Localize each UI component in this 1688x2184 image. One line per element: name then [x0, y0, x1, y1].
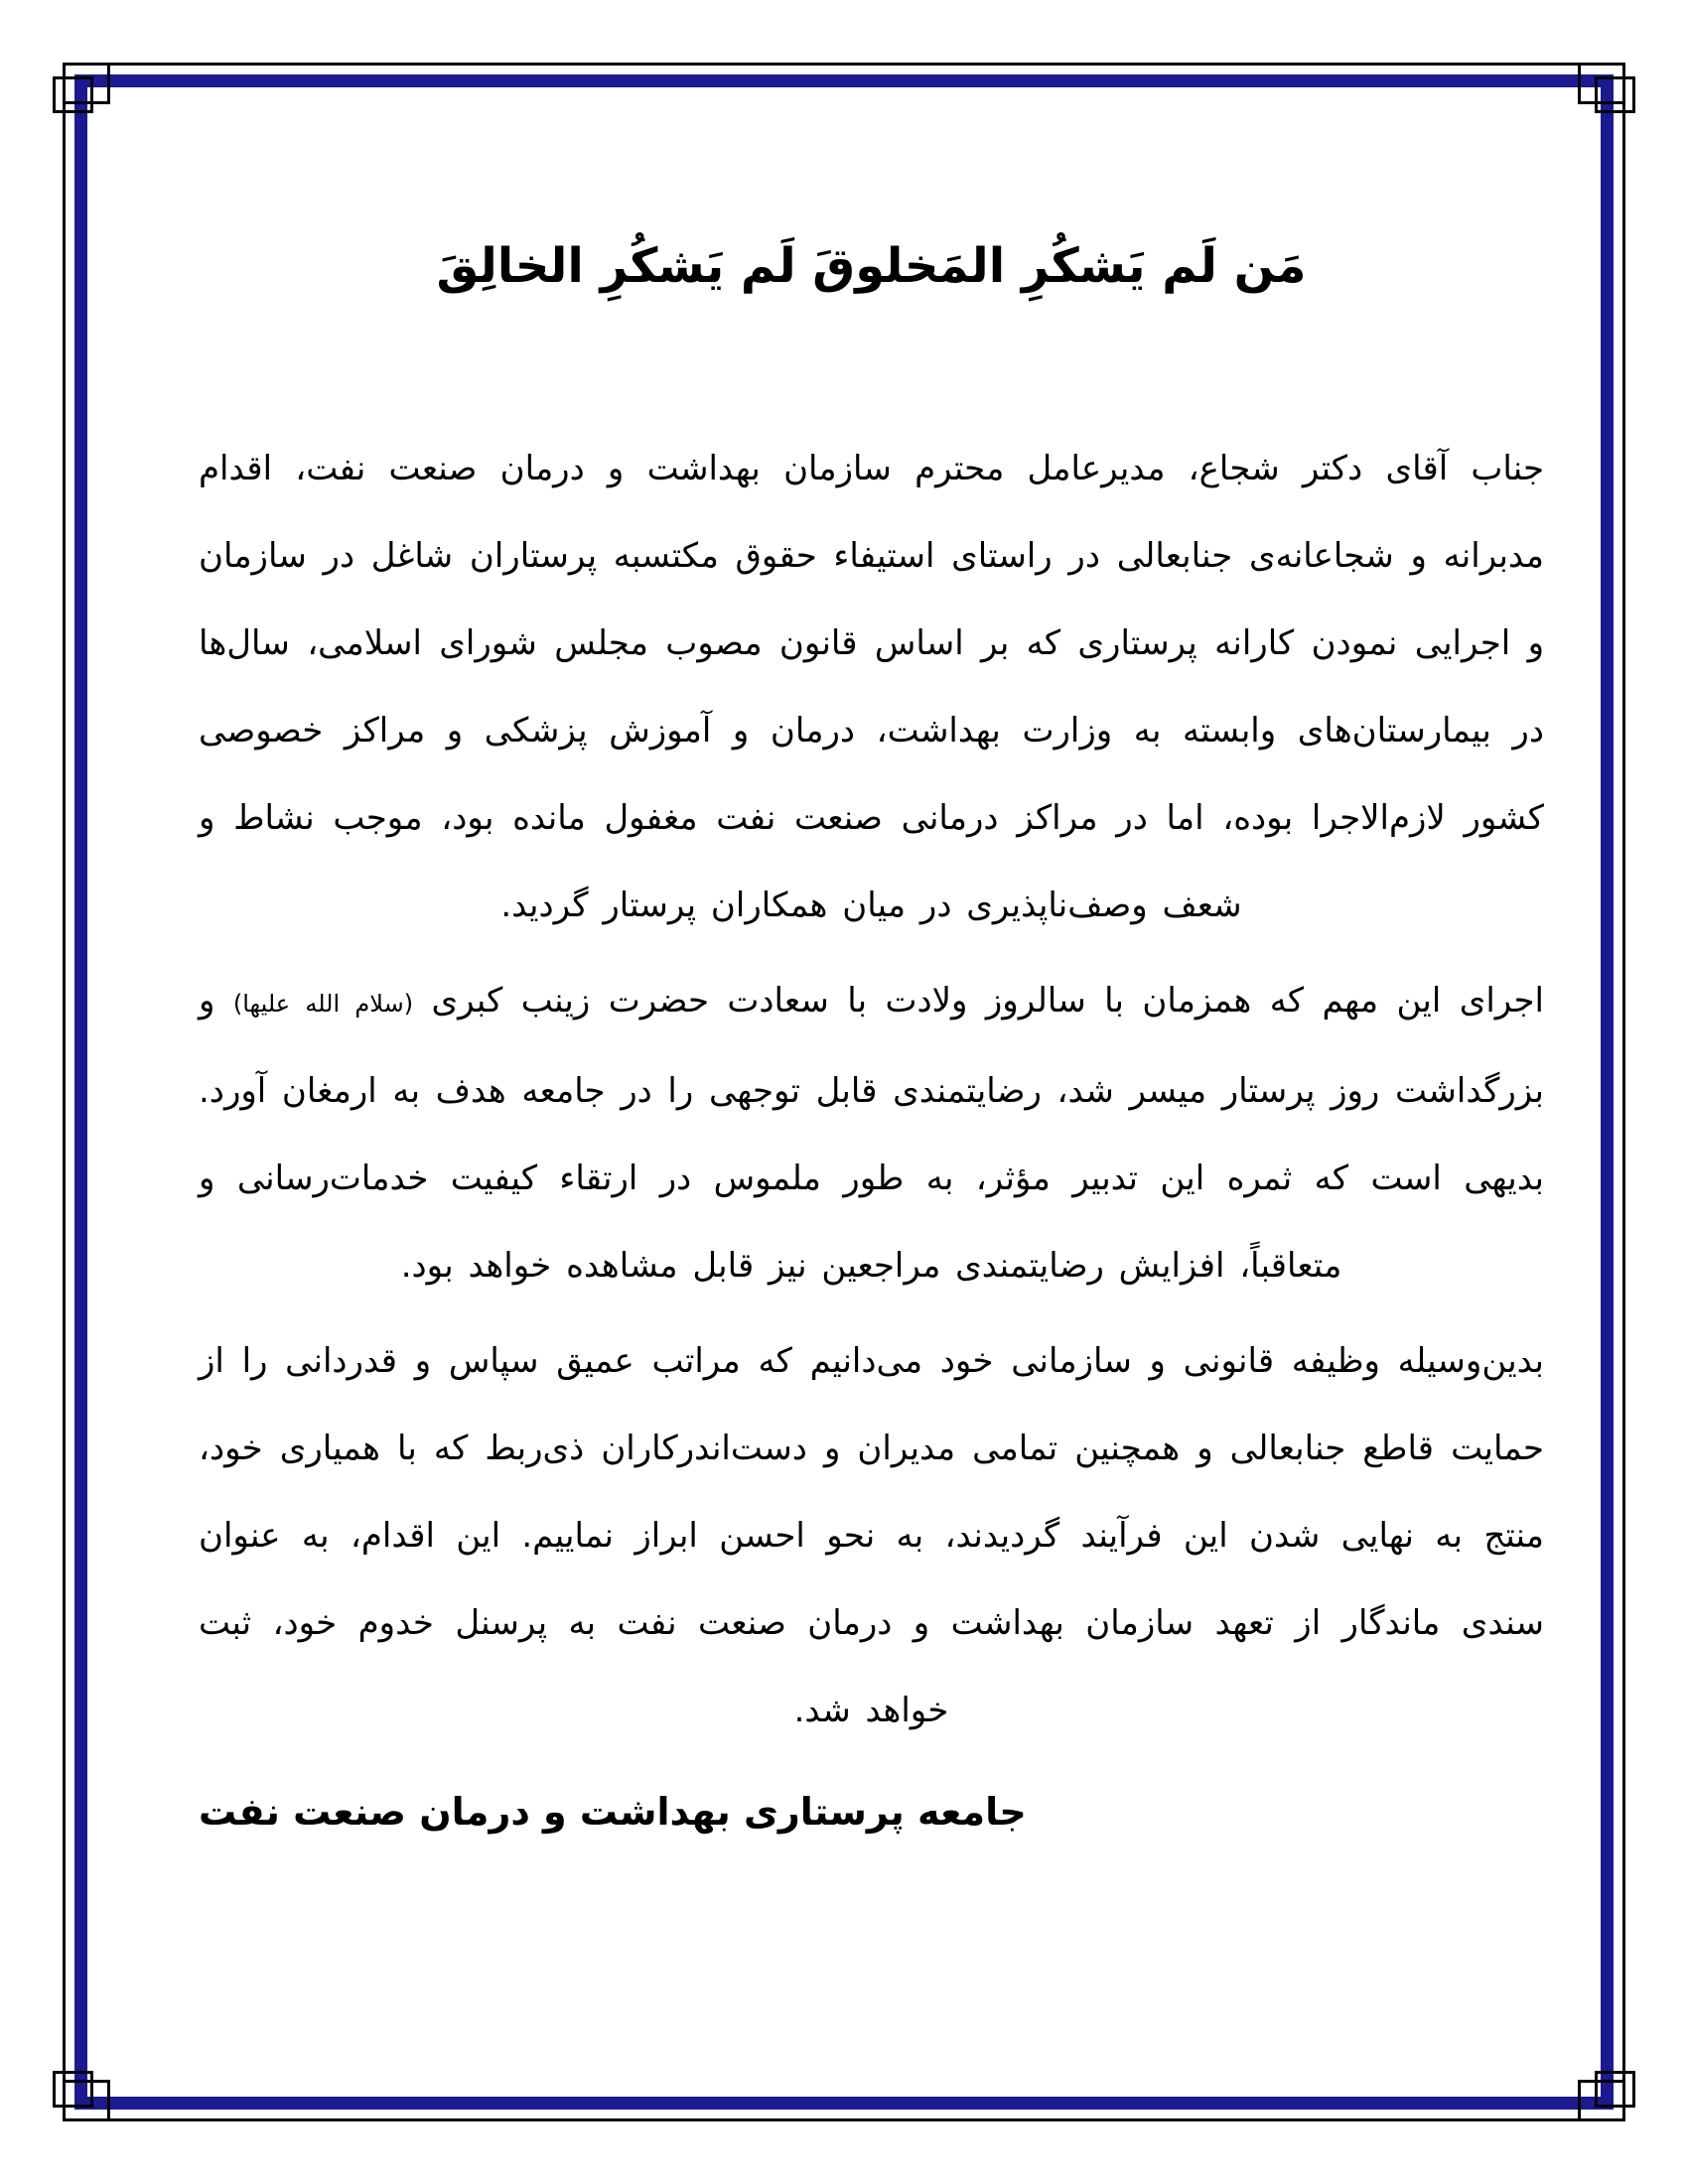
corner-ornament-top-left-inner [53, 76, 93, 113]
paragraph-gratitude: بدین‌وسیله وظیفه قانونی و سازمانی خود می‌دانیم که مراتب عمیق سپاس و قدردانی را از حمایت قاطع جنابعالی و همچنین تمامی مدیران و دست‌اندرکاران ذی‌ربط که با همیاری خود، منتج به نهایی شدن این فرآیند گردیدند، به نحو احسن ابراز نماییم. این اقدام، به عنوان سندی ماندگار از تعهد سازمان بهداشت و درمان صنعت نفت به پرسنل خدوم خود، ثبت خواهد شد. [199, 1341, 1544, 1730]
calligraphic-hadith-title: مَن لَم يَشكُرِ المَخلوقَ لَم يَشكُرِ الخالِقَ [436, 238, 1307, 294]
letter-body [199, 425, 1544, 1762]
paragraph-appreciation-intro: جناب آقای دکتر شجاع، مدیرعامل محترم سازمان بهداشت و درمان صنعت نفت، اقدام مدبرانه و شجاعانه‌ی جنابعالی در راستای استیفاء حقوق مکتسبه پرستاران شاغل در سازمان و اجرایی نمودن کارانه پرستاری که بر اساس قانون مصوب مجلس شورای اسلامی، سال‌ها در بیمارستان‌های وابسته به وزارت بهداشت، درمان و آموزش پزشکی و مراکز خصوصی کشور لازم‌الاجرا بوده، اما در مراکز درمانی صنعت نفت مغفول مانده بود، موجب نشاط و شعف وصف‌ناپذیری در میان همکاران پرستار گردید. [199, 449, 1544, 925]
signature-line: جامعه پرستاری بهداشت و درمان صنعت نفت [199, 1790, 1027, 1834]
corner-ornament-top-right-outer [1578, 63, 1625, 104]
paragraph-occasion [199, 957, 1544, 1309]
paragraph-occasion-text-start: اجرای این مهم که همزمان با سالروز ولادت با سعادت حضرت زینب کبری [413, 981, 1544, 1021]
corner-ornament-top-right-inner [1595, 76, 1635, 113]
honorific-parenthetical: (سلام الله علیها) [232, 990, 414, 1018]
corner-ornament-bottom-left-inner [53, 2071, 93, 2108]
corner-ornament-top-left-outer [63, 63, 110, 104]
paragraph-occasion-text-end: و بزرگداشت روز پرستار میسر شد، رضایتمندی قابل توجهی را در جامعه هدف به ارمغان آورد. بدیهی است که ثمره این تدبیر مؤثر، به طور ملموس در ارتقاء کیفیت خدمات‌رسانی و متعاقباً، افزایش رضایتمندی مراجعین نیز قابل مشاهده خواهد بود. [199, 981, 1544, 1286]
corner-ornament-bottom-left-outer [63, 2080, 110, 2121]
corner-ornament-bottom-right-inner [1595, 2071, 1635, 2108]
corner-ornament-bottom-right-outer [1578, 2080, 1625, 2121]
